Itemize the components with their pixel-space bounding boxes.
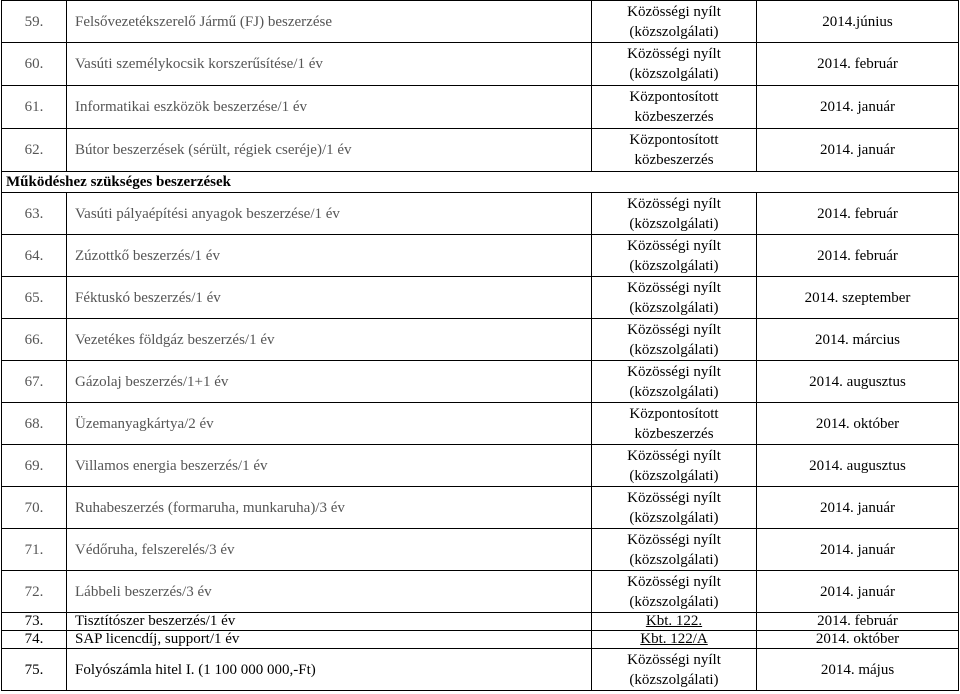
table-row bbox=[2, 487, 959, 529]
table-row bbox=[2, 1, 959, 43]
procedure-type bbox=[592, 235, 757, 277]
planned-date: 2014. május bbox=[757, 649, 959, 691]
item-name: Felsővezetékszerelő Jármű (FJ) beszerzése bbox=[67, 1, 592, 43]
item-name: Folyószámla hitel I. (1 100 000 000,-Ft) bbox=[67, 649, 592, 691]
row-number: 73. bbox=[2, 613, 67, 631]
planned-date: 2014. január bbox=[757, 487, 959, 529]
item-name: Üzemanyagkártya/2 év bbox=[67, 403, 592, 445]
row-number: 69. bbox=[2, 445, 67, 487]
procedure-type bbox=[592, 487, 757, 529]
table-row bbox=[2, 631, 959, 649]
row-number: 68. bbox=[2, 403, 67, 445]
item-name: Védőruha, felszerelés/3 év bbox=[67, 529, 592, 571]
procedure-line-1: Közösségi nyílt bbox=[627, 195, 721, 212]
table-row bbox=[2, 361, 959, 403]
planned-date: 2014.június bbox=[757, 1, 959, 43]
procedure-line-1: Központosított bbox=[629, 405, 719, 422]
row-number: 65. bbox=[2, 277, 67, 319]
procedure-type bbox=[592, 613, 757, 631]
planned-date: 2014. augusztus bbox=[757, 361, 959, 403]
table-row bbox=[2, 571, 959, 613]
item-name: Vasúti pályaépítési anyagok beszerzése/1 év bbox=[67, 193, 592, 235]
procedure-type bbox=[592, 86, 757, 129]
planned-date: 2014. október bbox=[757, 631, 959, 649]
table-row bbox=[2, 277, 959, 319]
procedure-line-2: (közszolgálati) bbox=[629, 593, 719, 610]
row-number: 71. bbox=[2, 529, 67, 571]
procedure-line-1: Közösségi nyílt bbox=[627, 651, 721, 668]
procedure-line-1: Kbt. 122. bbox=[645, 613, 703, 629]
table-row bbox=[2, 649, 959, 691]
procedure-type bbox=[592, 319, 757, 361]
procedure-line-2: (közszolgálati) bbox=[629, 66, 719, 82]
row-number: 72. bbox=[2, 571, 67, 613]
section-title: Működéshez szükséges beszerzések bbox=[2, 172, 959, 193]
procedure-line-1: Központosított bbox=[629, 132, 719, 148]
planned-date: 2014. február bbox=[757, 235, 959, 277]
procedure-line-2: (közszolgálati) bbox=[629, 257, 719, 274]
procedure-type bbox=[592, 403, 757, 445]
planned-date: 2014. március bbox=[757, 319, 959, 361]
procedure-type bbox=[592, 571, 757, 613]
procedure-type bbox=[592, 649, 757, 691]
procedure-line-2: (közszolgálati) bbox=[629, 509, 719, 526]
item-name: Bútor beszerzések (sérült, régiek cseréje)/1 év bbox=[67, 129, 592, 172]
procedure-line-2: (közszolgálati) bbox=[629, 299, 719, 316]
procedure-line-2: (közszolgálati) bbox=[629, 467, 719, 484]
row-number: 59. bbox=[2, 1, 67, 43]
procedure-type bbox=[592, 1, 757, 43]
procedure-line-1: Közösségi nyílt bbox=[627, 531, 721, 548]
item-name: Vasúti személykocsik korszerűsítése/1 év bbox=[67, 43, 592, 86]
table-row bbox=[2, 445, 959, 487]
procedure-type bbox=[592, 129, 757, 172]
row-number: 70. bbox=[2, 487, 67, 529]
procedure-line-1: Közösségi nyílt bbox=[627, 363, 721, 380]
procedure-line-1: Közösségi nyílt bbox=[627, 237, 721, 254]
row-number: 60. bbox=[2, 43, 67, 86]
procedure-type bbox=[592, 43, 757, 86]
planned-date: 2014. október bbox=[757, 403, 959, 445]
procedure-type bbox=[592, 277, 757, 319]
item-name: Informatikai eszközök beszerzése/1 év bbox=[67, 86, 592, 129]
procedure-line-1: Közösségi nyílt bbox=[627, 321, 721, 338]
procedure-line-1: Közösségi nyílt bbox=[627, 573, 721, 590]
item-name: Villamos energia beszerzés/1 év bbox=[67, 445, 592, 487]
procedure-line-2: közbeszerzés bbox=[634, 425, 714, 442]
item-name: SAP licencdíj, support/1 év bbox=[67, 631, 592, 649]
row-number: 66. bbox=[2, 319, 67, 361]
row-number: 61. bbox=[2, 86, 67, 129]
procedure-line-2: (közszolgálati) bbox=[629, 341, 719, 358]
planned-date: 2014. szeptember bbox=[757, 277, 959, 319]
row-number: 62. bbox=[2, 129, 67, 172]
row-number: 63. bbox=[2, 193, 67, 235]
planned-date: 2014. augusztus bbox=[757, 445, 959, 487]
table-row bbox=[2, 86, 959, 129]
planned-date: 2014. február bbox=[757, 43, 959, 86]
procedure-line-1: Közösségi nyílt bbox=[627, 489, 721, 506]
planned-date: 2014. január bbox=[757, 129, 959, 172]
item-name: Lábbeli beszerzés/3 év bbox=[67, 571, 592, 613]
item-name: Tisztítószer beszerzés/1 év bbox=[67, 613, 592, 631]
planned-date: 2014. január bbox=[757, 529, 959, 571]
procedure-line-2: (közszolgálati) bbox=[629, 383, 719, 400]
item-name: Ruhabeszerzés (formaruha, munkaruha)/3 év bbox=[67, 487, 592, 529]
item-name: Vezetékes földgáz beszerzés/1 év bbox=[67, 319, 592, 361]
table-row bbox=[2, 529, 959, 571]
procedure-line-2: (közszolgálati) bbox=[629, 215, 719, 232]
procedure-line-2: (közszolgálati) bbox=[629, 551, 719, 568]
procedure-type bbox=[592, 529, 757, 571]
procedure-type bbox=[592, 445, 757, 487]
table-row bbox=[2, 129, 959, 172]
procurement-table bbox=[1, 0, 959, 691]
procedure-line-1: Központosított bbox=[629, 89, 719, 105]
planned-date: 2014. január bbox=[757, 571, 959, 613]
procedure-type bbox=[592, 193, 757, 235]
row-number: 64. bbox=[2, 235, 67, 277]
procedure-line-1: Kbt. 122/A bbox=[640, 631, 708, 647]
planned-date: 2014. február bbox=[757, 193, 959, 235]
table-row bbox=[2, 235, 959, 277]
row-number: 75. bbox=[2, 649, 67, 691]
procedure-type bbox=[592, 361, 757, 403]
procedure-line-2: közbeszerzés bbox=[634, 152, 714, 168]
row-number: 67. bbox=[2, 361, 67, 403]
procedure-line-2: (közszolgálati) bbox=[629, 671, 719, 688]
table-row bbox=[2, 43, 959, 86]
procedure-type bbox=[592, 631, 757, 649]
procedure-line-2: közbeszerzés bbox=[634, 109, 714, 125]
procedure-line-1: Közösségi nyílt bbox=[627, 447, 721, 464]
planned-date: 2014. január bbox=[757, 86, 959, 129]
procedure-line-2: (közszolgálati) bbox=[629, 23, 719, 40]
planned-date: 2014. február bbox=[757, 613, 959, 631]
table-row bbox=[2, 403, 959, 445]
section-heading-row bbox=[2, 172, 959, 193]
table-row bbox=[2, 613, 959, 631]
procedure-line-1: Közösségi nyílt bbox=[627, 46, 721, 62]
procedure-line-1: Közösségi nyílt bbox=[627, 3, 721, 20]
table-row bbox=[2, 319, 959, 361]
item-name: Gázolaj beszerzés/1+1 év bbox=[67, 361, 592, 403]
procedure-line-1: Közösségi nyílt bbox=[627, 279, 721, 296]
item-name: Féktuskó beszerzés/1 év bbox=[67, 277, 592, 319]
table-row bbox=[2, 193, 959, 235]
row-number: 74. bbox=[2, 631, 67, 649]
item-name: Zúzottkő beszerzés/1 év bbox=[67, 235, 592, 277]
